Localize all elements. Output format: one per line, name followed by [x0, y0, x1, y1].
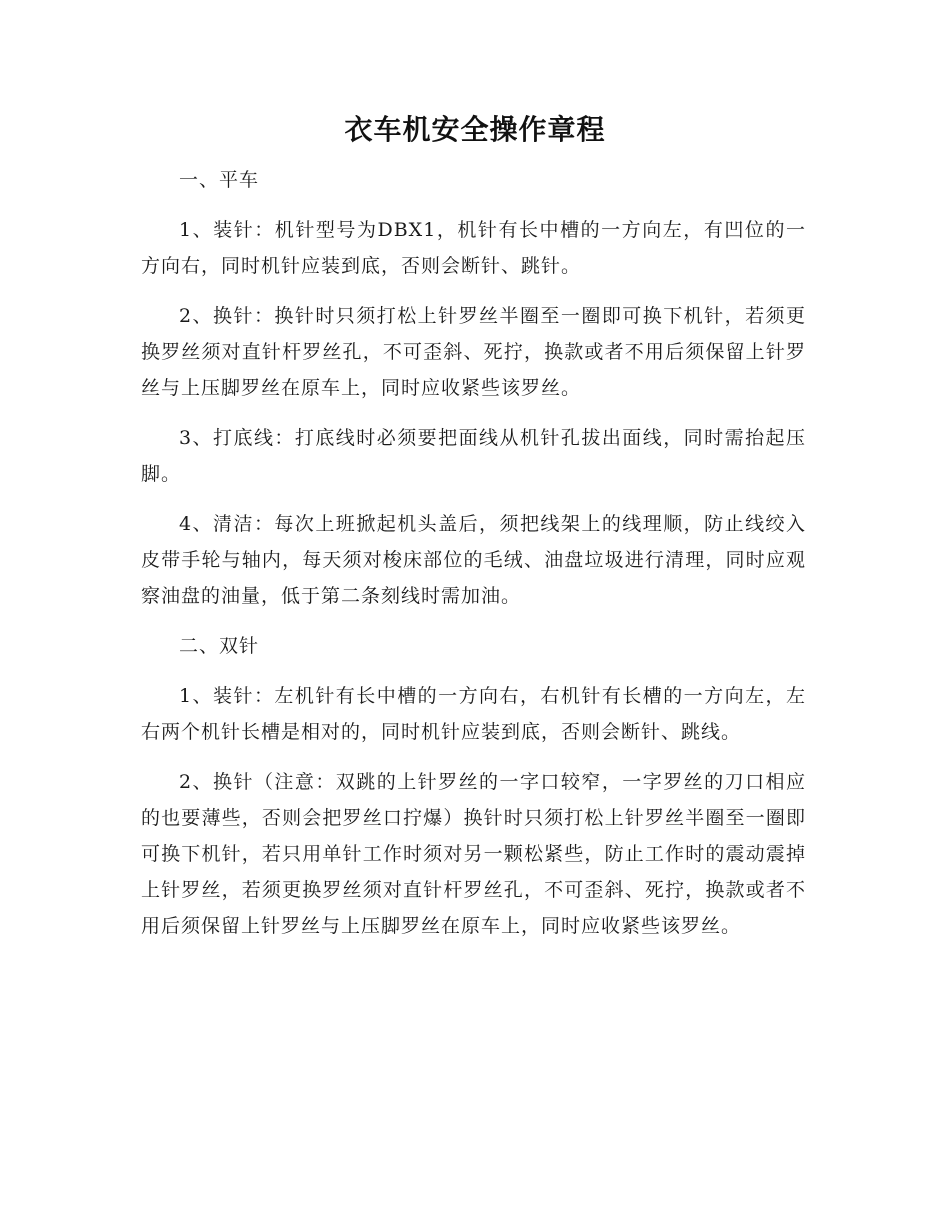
paragraph-shuangzhen-install-needle: 1、装针：左机针有长中槽的一方向右，右机针有长槽的一方向左，左右两个机针长槽是相对的，同时机针应装到底，否则会断针、跳线。: [141, 685, 806, 743]
paragraph-shuangzhen-change-needle: 2、换针（注意：双跳的上针罗丝的一字口较窄，一字罗丝的刀口相应的也要薄些，否则会把罗丝口拧爆）换针时只须打松上针罗丝半圈至一圈即可换下机针，若只用单针工作时须对另一颗松紧些，防止工作时的震动震掉上针罗丝，若须更换罗丝须对直针杆罗丝孔，不可歪斜、死拧，换款或者不用后须保留上针罗丝与上压脚罗丝在原车上，同时应收紧些该罗丝。: [141, 771, 806, 937]
paragraph-pingche-cleaning: 4、清洁：每次上班掀起机头盖后，须把线架上的线理顺，防止线绞入皮带手轮与轴内，每天须对梭床部位的毛绒、油盘垃圾进行清理，同时应观察油盘的油量，低于第二条刻线时需加油。: [141, 513, 806, 607]
section-heading-pingche: 一、平车: [179, 169, 260, 191]
document-title: 衣车机安全操作章程: [344, 113, 606, 146]
paragraph-pingche-bobbin-thread: 3、打底线：打底线时必须要把面线从机针孔拔出面线，同时需抬起压脚。: [141, 427, 806, 485]
paragraph-pingche-install-needle: 1、装针：机针型号为DBX1，机针有长中槽的一方向左，有凹位的一方向右，同时机针应装到底，否则会断针、跳针。: [141, 219, 806, 277]
document-body: [141, 162, 806, 958]
section-heading-shuangzhen: 二、双针: [179, 635, 260, 657]
paragraph-pingche-change-needle: 2、换针：换针时只须打松上针罗丝半圈至一圈即可换下机针，若须更换罗丝须对直针杆罗丝孔，不可歪斜、死拧，换款或者不用后须保留上针罗丝与上压脚罗丝在原车上，同时应收紧些该罗丝。: [141, 305, 806, 399]
